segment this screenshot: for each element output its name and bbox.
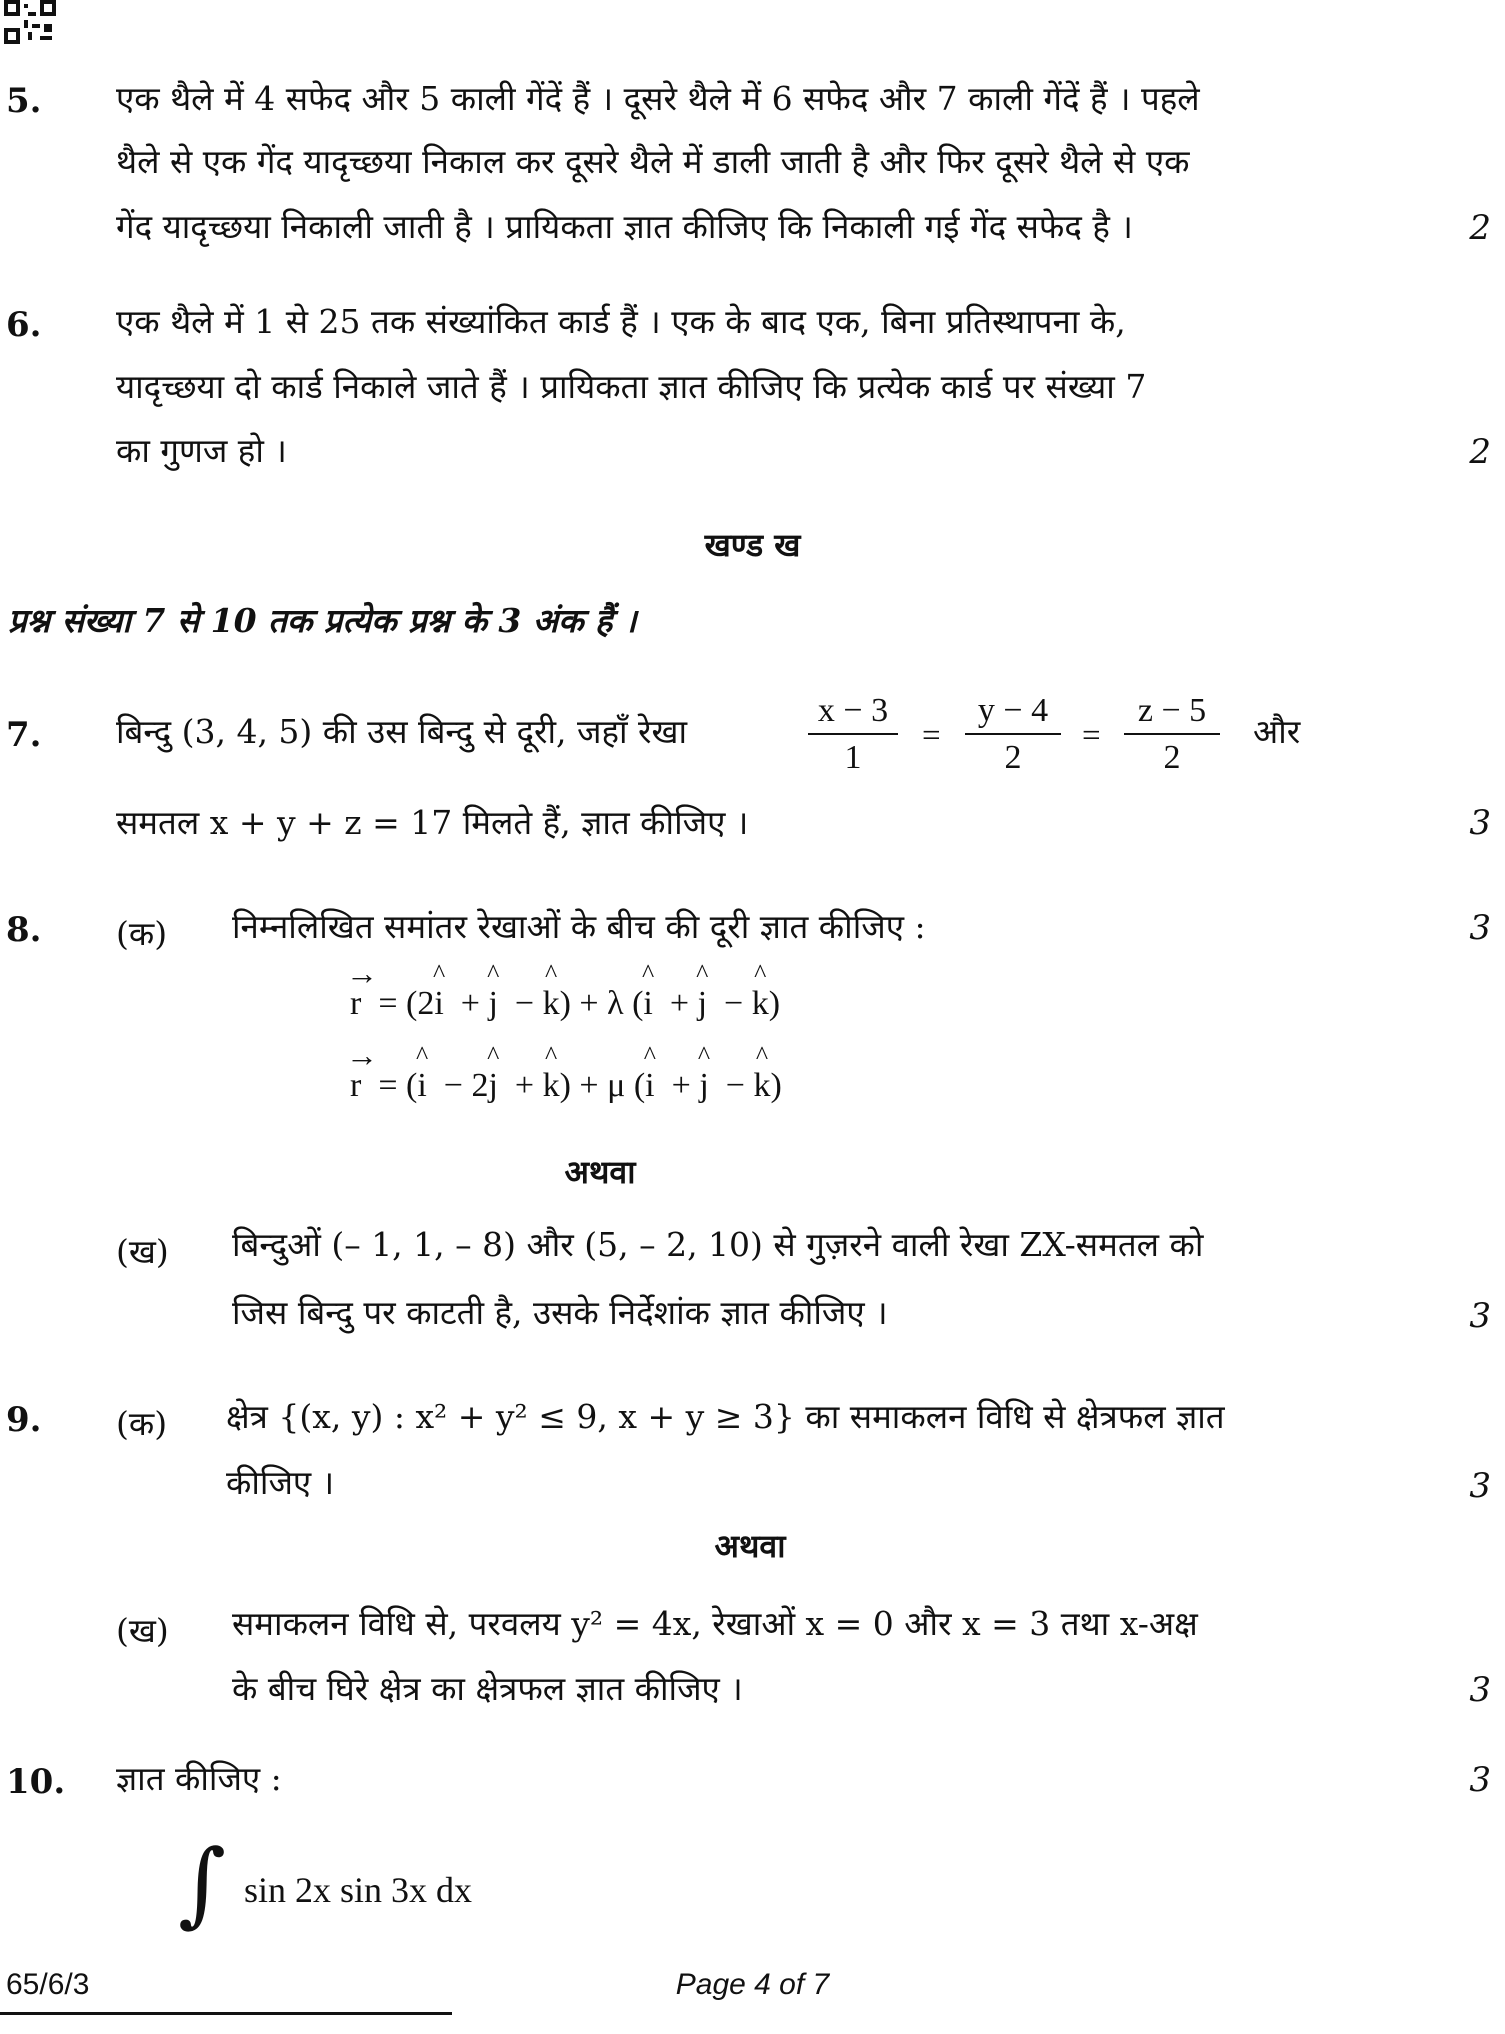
q8-part-a-label: (क) <box>116 914 168 953</box>
q6-line-2: यादृच्छया दो कार्ड निकाले जाते हैं । प्रायिकता ज्ञात कीजिए कि प्रत्येक कार्ड पर संख्या 7 <box>116 367 1147 406</box>
q6-number: 6. <box>6 305 42 345</box>
integral-symbol: ∫ <box>178 1830 226 1937</box>
q6-line-1: एक थैले में 1 से 25 तक संख्यांकित कार्ड हैं । एक के बाद एक, बिना प्रतिस्थापना के, <box>116 302 1126 341</box>
q9-part-b-label: (ख) <box>116 1611 169 1650</box>
q8-vector-line-1: → r = (2^ i + ^ j − ^ k) + λ (^ i + ^ j − ^ k) <box>350 985 780 1023</box>
q10-marks: 3 <box>1469 1760 1491 1800</box>
q7-number: 7. <box>6 715 42 755</box>
q5-line-1: एक थैले में 4 सफेद और 5 काली गेंदें हैं । दूसरे थैले में 6 सफेद और 7 काली गेंदें हैं । पहले <box>116 79 1200 118</box>
qr-code <box>4 0 56 44</box>
q7-equals-1: = <box>922 718 941 754</box>
q9-part-a-marks: 3 <box>1469 1466 1491 1506</box>
q9-part-a-label: (क) <box>116 1404 168 1443</box>
q8-part-b-line-2: जिस बिन्दु पर काटती है, उसके निर्देशांक ज्ञात कीजिए । <box>232 1293 888 1332</box>
q5-line-3: गेंद यादृच्छया निकाली जाती है । प्रायिकता ज्ञात कीजिए कि निकाली गई गेंद सफेद है । <box>116 207 1133 246</box>
q9-part-b-line-1: समाकलन विधि से, परवलय y² = 4x, रेखाओं x = 0 और x = 3 तथा x-अक्ष <box>232 1604 1198 1643</box>
q8-part-b-line-1: बिन्दुओं (– 1, 1, – 8) और (5, – 2, 10) से गुज़रने वाली रेखा ZX-समतल को <box>232 1225 1204 1264</box>
q8-vector-line-2: → r = (^ i − 2^ j + ^ k) + μ (^ i + ^ j − ^ k) <box>350 1067 782 1105</box>
paper-code: 65/6/3 <box>6 1968 90 2001</box>
q9-part-a-line-2: कीजिए । <box>226 1463 335 1502</box>
q5-number: 5. <box>6 81 42 121</box>
q9-part-b-marks: 3 <box>1469 1670 1491 1710</box>
q10-text: ज्ञात कीजिए : <box>116 1759 282 1798</box>
q6-line-3: का गुणज हो । <box>116 431 287 470</box>
q8-or-label: अथवा <box>564 1153 636 1191</box>
section-title: खण्ड ख <box>704 526 801 564</box>
q8-part-a-text: निम्नलिखित समांतर रेखाओं के बीच की दूरी ज्ञात कीजिए : <box>232 907 926 946</box>
page-number: Page 4 of 7 <box>675 1968 830 2001</box>
q7-fraction-x: x − 3 1 <box>808 692 898 777</box>
q8-part-a-marks: 3 <box>1469 908 1491 948</box>
q10-integrand: sin 2x sin 3x dx <box>244 1870 473 1910</box>
q7-line-1-end: और <box>1253 712 1301 751</box>
q7-equals-2: = <box>1082 718 1101 754</box>
q7-line-2: समतल x + y + z = 17 मिलते हैं, ज्ञात कीजिए । <box>116 803 749 842</box>
q5-marks: 2 <box>1469 208 1491 248</box>
q9-or-label: अथवा <box>714 1527 786 1565</box>
q7-fraction-z: z − 5 2 <box>1124 692 1220 777</box>
q6-marks: 2 <box>1469 432 1491 472</box>
q7-marks: 3 <box>1469 803 1491 843</box>
q5-line-2: थैले से एक गेंद यादृच्छया निकाल कर दूसरे थैले में डाली जाती है और फिर दूसरे थैले से एक <box>116 142 1190 181</box>
footer-rule <box>0 2012 452 2015</box>
q7-line-1: बिन्दु (3, 4, 5) की उस बिन्दु से दूरी, जहाँ रेखा <box>116 712 688 751</box>
q8-part-b-label: (ख) <box>116 1232 169 1271</box>
q9-part-a-line-1: क्षेत्र {(x, y) : x² + y² ≤ 9, x + y ≥ 3} का समाकलन विधि से क्षेत्रफल ज्ञात <box>226 1397 1225 1436</box>
q9-number: 9. <box>6 1400 42 1440</box>
q7-fraction-y: y − 4 2 <box>965 692 1061 777</box>
q10-number: 10. <box>6 1762 66 1802</box>
section-instruction: प्रश्न संख्या 7 से 10 तक प्रत्येक प्रश्न के 3 अंक हैं । <box>8 601 637 640</box>
q8-number: 8. <box>6 910 42 950</box>
q8-part-b-marks: 3 <box>1469 1296 1491 1336</box>
q9-part-b-line-2: के बीच घिरे क्षेत्र का क्षेत्रफल ज्ञात कीजिए । <box>232 1669 743 1708</box>
